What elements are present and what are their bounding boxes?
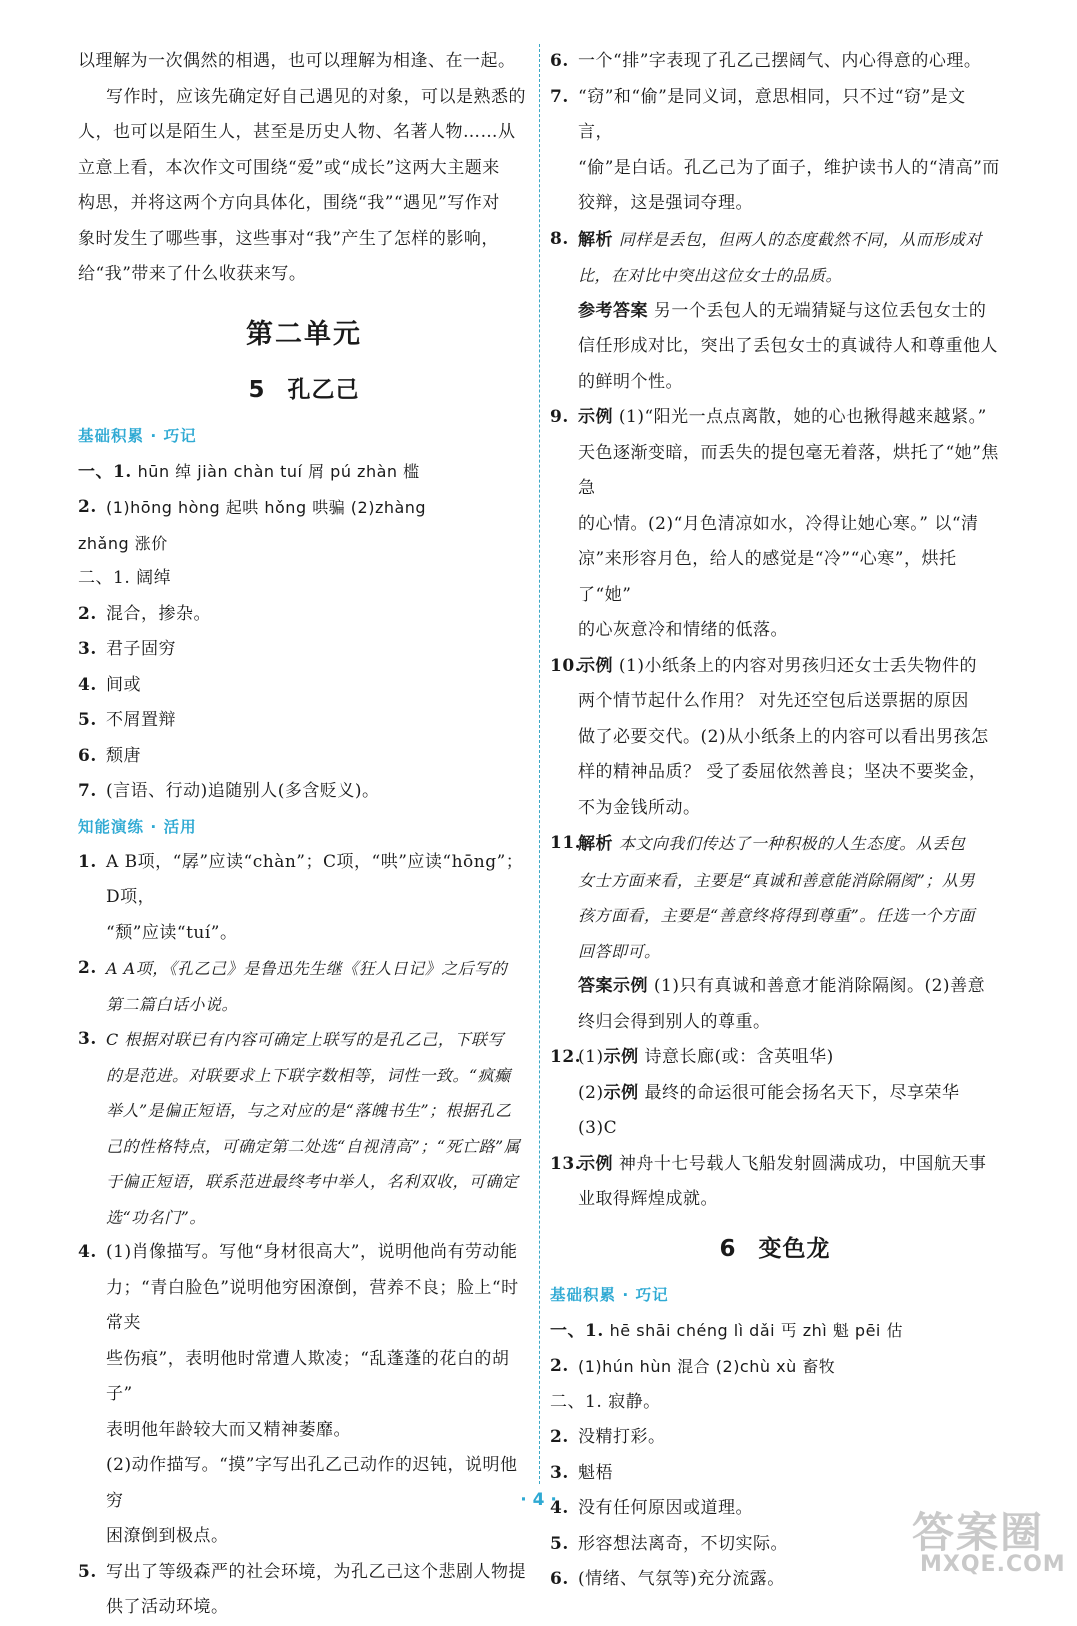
answer-line <box>550 1313 1000 1350</box>
q-number: 7. <box>78 781 97 801</box>
lesson-name: 孔乙己 <box>287 376 360 403</box>
answer-line: 信任形成对比，突出了丢包女士的真诚待人和尊重他人 <box>578 336 998 356</box>
answer-tag: 答案示例 <box>578 976 648 996</box>
answer-line <box>578 1076 1000 1112</box>
pinyin-answers: hūn 绰 jiàn chàn tuí 屑 pú zhàn 槛 <box>137 461 420 481</box>
answer-line: 的鲜明个性。 <box>578 371 683 392</box>
section-heading: 知能演练 · 活用 <box>78 817 197 836</box>
answer-line <box>78 454 530 491</box>
page-number: · 4 · <box>520 1490 557 1510</box>
answer-line: (情绪、气氛等)充分流露。 <box>578 1569 785 1589</box>
answer-item <box>78 845 530 952</box>
q-number: 2. <box>78 603 97 624</box>
q-number: 3. <box>550 1462 569 1483</box>
pinyin-answers: hē shāi chéng lì dǎi 丐 zhì 魁 pēi 估 <box>609 1320 903 1340</box>
answer-line: 业取得辉煌成就。 <box>578 1189 718 1209</box>
answer-line: 表明他年龄较大而又精神萎靡。 <box>106 1419 351 1440</box>
answer-line: (1)hún hùn 混合 (2)chù xù 畜牧 <box>578 1357 836 1376</box>
answer-line: 天色逐渐变暗，而丢失的提包毫无着落，烘托了“她”焦急 <box>578 442 999 498</box>
answer-item <box>78 774 530 810</box>
answer-tag: 解析 <box>578 229 613 250</box>
answer-line <box>578 222 1000 259</box>
answer-line: (2)动作描写。“摸”字写出孔乙己动作的迟钝，说明他穷 <box>106 1455 518 1511</box>
section-heading: 基础积累 · 巧记 <box>550 1285 669 1304</box>
answer-line: 不屑置辩 <box>106 710 176 730</box>
answer-item <box>550 826 1000 1040</box>
answer-tag: 参考答案 <box>578 300 648 321</box>
answer-line: 写出了等级森严的社会环境，为孔乙己这个悲剧人物提 <box>106 1561 526 1582</box>
answer-item <box>78 597 530 633</box>
answer-line: 形容想法离奇，不切实际。 <box>578 1533 788 1554</box>
answer-tag: 示例 <box>603 1082 639 1103</box>
q-number: 一、1. <box>78 461 132 482</box>
answer-item <box>78 739 530 775</box>
answer-item <box>550 1349 1000 1385</box>
answer-item <box>550 1147 1000 1218</box>
q-number: 13. <box>550 1153 582 1174</box>
answer-line: 己的性格特点，可确定第二处选“自视清高”；“死亡路”属 <box>106 1136 521 1156</box>
q-number: 4. <box>550 1498 569 1518</box>
answer-line: 的是范进。对联要求上下联字数相等，词性一致。“疯癫 <box>106 1065 511 1085</box>
q-number: 6. <box>78 745 97 766</box>
right-column <box>550 44 1000 1598</box>
left-column <box>78 44 530 1626</box>
unit-title: 第二单元 <box>246 318 362 350</box>
intro-line: 立意上看，本次作文可围绕“爱”或“成长”这两大主题来 <box>78 157 500 178</box>
answer-line <box>578 1147 1000 1183</box>
answer-text: (1)小纸条上的内容对男孩归还女士丢失物件的 <box>618 655 977 676</box>
answer-item <box>78 490 530 526</box>
q-number: 2. <box>550 1427 569 1447</box>
answer-line <box>578 400 1000 436</box>
intro-line: 写作时，应该先确定好自己遇见的对象，可以是熟悉的 <box>106 86 526 107</box>
intro-line: 给“我”带来了什么收获来写。 <box>78 264 307 284</box>
answer-line: 女士方面来看，主要是“真诚和善意能消除隔阂”；从男 <box>578 870 975 890</box>
answer-line: 魁梧 <box>578 1462 613 1483</box>
answer-item <box>550 44 1000 80</box>
lesson-name: 变色龙 <box>758 1235 831 1262</box>
q-number: 5. <box>78 1561 97 1582</box>
lesson-title <box>550 1234 1000 1264</box>
q-number: 6. <box>550 51 569 71</box>
answer-line: “偷”是白话。孔乙己为了面子，维护读书人的“清高”而 <box>578 157 1000 178</box>
lesson-number: 5 <box>248 376 266 403</box>
answer-line: 样的精神品质？ 受了委屈依然善良；坚决不要奖金， <box>578 762 987 782</box>
answer-line: 的心灰意冷和情绪的低落。 <box>578 620 788 640</box>
answer-item <box>78 1022 530 1235</box>
q-number: 3. <box>78 639 97 659</box>
lesson-number: 6 <box>719 1235 737 1262</box>
answer-text: (1)只有真诚和善意才能消除隔阂。(2)善意 <box>653 976 986 996</box>
q-number: 2. <box>78 958 97 978</box>
answer-item <box>550 649 1000 827</box>
answer-item <box>78 703 530 739</box>
answer-line: 颓唐 <box>106 745 141 766</box>
lesson-title <box>78 375 530 405</box>
answer-tag: 示例 <box>603 1047 639 1067</box>
intro-line: 人，也可以是陌生人，甚至是历史人物、名著人物……从 <box>78 122 516 142</box>
q-number: 一、1. <box>550 1320 604 1341</box>
q-number: 1. <box>78 851 97 872</box>
answer-line: 供了活动环境。 <box>106 1597 229 1617</box>
intro-line: 以理解为一次偶然的相遇，也可以理解为相逢、在一起。 <box>78 51 516 71</box>
q-number: 10. <box>550 655 582 676</box>
answer-line: 一个“排”字表现了孔乙己摆阔气、内心得意的心理。 <box>578 51 982 71</box>
q-number: 3. <box>78 1029 97 1049</box>
answer-line: A B项，“孱”应读“chàn”；C项，“哄”应读“hōng”；D项， <box>106 851 524 907</box>
intro-line: 象时发生了哪些事，这些事对“我”产生了怎样的影响， <box>78 228 499 249</box>
answer-line: (1)hōng hòng 起哄 hǒng 哄骗 (2)zhàng <box>106 498 427 517</box>
answer-line: 混合，掺杂。 <box>106 603 211 624</box>
column-divider <box>539 44 540 1484</box>
q-number: 5. <box>550 1533 569 1554</box>
answer-line <box>578 969 1000 1005</box>
q-number: 5. <box>78 710 97 730</box>
answer-line: C 根据对联已有内容可确定上联写的是孔乙己，下联写 <box>106 1030 504 1049</box>
answer-item <box>550 1040 1000 1147</box>
answer-line: 比，在对比中突出这位女士的品质。 <box>578 266 843 285</box>
answer-item <box>550 80 1000 222</box>
sub-number: (1) <box>578 1047 604 1067</box>
q-number: 9. <box>550 407 569 427</box>
answer-line: 终归会得到别人的尊重。 <box>578 1011 771 1032</box>
q-number: 4. <box>78 1242 97 1262</box>
answer-tag: 解析 <box>578 834 613 854</box>
watermark-url: MXQE.COM <box>920 1552 1066 1577</box>
answer-line: 的心情。(2)“月色清凉如水，冷得让她心寒。” 以“清 <box>578 513 979 534</box>
answer-line: 第二篇白话小说。 <box>106 994 239 1014</box>
answer-line: (3)C <box>578 1118 618 1138</box>
answer-line: 二、1. 寂静。 <box>550 1391 661 1412</box>
answer-line: “颓”应读“tuí”。 <box>106 922 238 943</box>
answer-item <box>550 222 1000 401</box>
q-number: 2. <box>550 1356 569 1376</box>
answer-line: 没精打彩。 <box>578 1427 666 1447</box>
answer-line: 两个情节起什么作用？ 对先还空包后送票据的原因 <box>578 691 969 711</box>
answer-line: 回答即可。 <box>578 941 661 961</box>
answer-line: 选“功名门”。 <box>106 1207 206 1227</box>
answer-tag: 示例 <box>578 407 613 427</box>
answer-text: 最终的命运很可能会扬名天下，尽享荣华 <box>644 1082 960 1103</box>
answer-item <box>78 1555 530 1626</box>
watermark-text: 答案圈 <box>912 1508 1045 1557</box>
answer-line: 不为金钱所动。 <box>578 797 701 818</box>
answer-line: “窃”和“偷”是同义词，意思相同，只不过“窃”是文言， <box>578 86 966 142</box>
answer-line: 于偏正短语，联系范进最终考中举人，名利双收，可确定 <box>106 1172 519 1191</box>
answer-line: zhǎng 涨价 <box>78 533 168 553</box>
answer-line: 力；“青白脸色”说明他穷困潦倒，营养不良；脸上“时常夹 <box>106 1277 519 1333</box>
answer-line: (1)肖像描写。写他“身材很高大”，说明他尚有劳动能 <box>106 1242 518 1262</box>
section-heading: 基础积累 · 巧记 <box>78 426 197 445</box>
answer-line: 举人”是偏正短语，与之对应的是“落魄书生”；根据孔乙 <box>106 1101 512 1120</box>
answer-item <box>550 400 1000 649</box>
q-number: 6. <box>550 1569 569 1589</box>
answer-line <box>578 294 1000 330</box>
answer-line: 间或 <box>106 674 141 695</box>
answer-item <box>550 1420 1000 1456</box>
q-number: 2. <box>78 497 97 517</box>
answer-line: 二、1. 阔绰 <box>78 568 172 588</box>
answer-line: 没有任何原因或道理。 <box>578 1498 753 1518</box>
answer-line: A A项，《孔乙己》是鲁迅先生继《狂人日记》之后写的 <box>106 959 508 978</box>
answer-line: 君子固穷 <box>106 639 176 659</box>
intro-line: 构思，并将这两个方向具体化，围绕“我”“遇见”写作对 <box>78 193 500 213</box>
answer-line <box>578 826 1000 863</box>
q-number: 4. <box>78 674 97 695</box>
answer-line: 做了必要交代。(2)从小纸条上的内容可以看出男孩怎 <box>578 726 989 747</box>
answer-text: 同样是丢包，但两人的态度截然不同，从而形成对 <box>618 229 982 249</box>
answer-text: 诗意长廊(或：含英咀华) <box>644 1047 834 1067</box>
answer-line: 狡辩，这是强词夺理。 <box>578 193 753 213</box>
sub-number: (2) <box>578 1082 604 1103</box>
answer-item <box>78 668 530 704</box>
answer-tag: 示例 <box>578 655 613 676</box>
answer-line: 些伤痕”，表明他时常遭人欺凌；“乱蓬蓬的花白的胡子” <box>106 1348 510 1404</box>
answer-tag: 示例 <box>578 1153 613 1174</box>
answer-text: 神舟十七号载人飞船发射圆满成功，中国航天事 <box>618 1153 987 1174</box>
answer-text: 另一个丢包人的无端猜疑与这位丢包女士的 <box>653 300 987 321</box>
answer-line: 困潦倒到极点。 <box>106 1526 229 1546</box>
answer-item <box>78 632 530 668</box>
answer-text: (1)“阳光一点点离散，她的心也揪得越来越紧。” <box>618 407 987 427</box>
q-number: 12. <box>550 1047 582 1067</box>
answer-line <box>578 1040 1000 1076</box>
answer-line: 孩方面看，主要是“善意终将得到尊重”。任选一个方面 <box>578 906 975 925</box>
answer-line: (言语、行动)追随别人(多含贬义)。 <box>106 781 380 801</box>
q-number: 8. <box>550 228 569 249</box>
answer-item <box>78 951 530 1022</box>
answer-line <box>578 649 1000 685</box>
watermark-logo <box>912 1500 1066 1590</box>
answer-text: 本文向我们传达了一种积极的人生态度。从丢包 <box>618 834 966 853</box>
q-number: 7. <box>550 86 569 107</box>
q-number: 11. <box>550 833 582 853</box>
answer-line: 凉”来形容月色，给人的感觉是“冷”“心寒”，烘托了“她” <box>578 549 957 605</box>
answer-item <box>550 1456 1000 1492</box>
